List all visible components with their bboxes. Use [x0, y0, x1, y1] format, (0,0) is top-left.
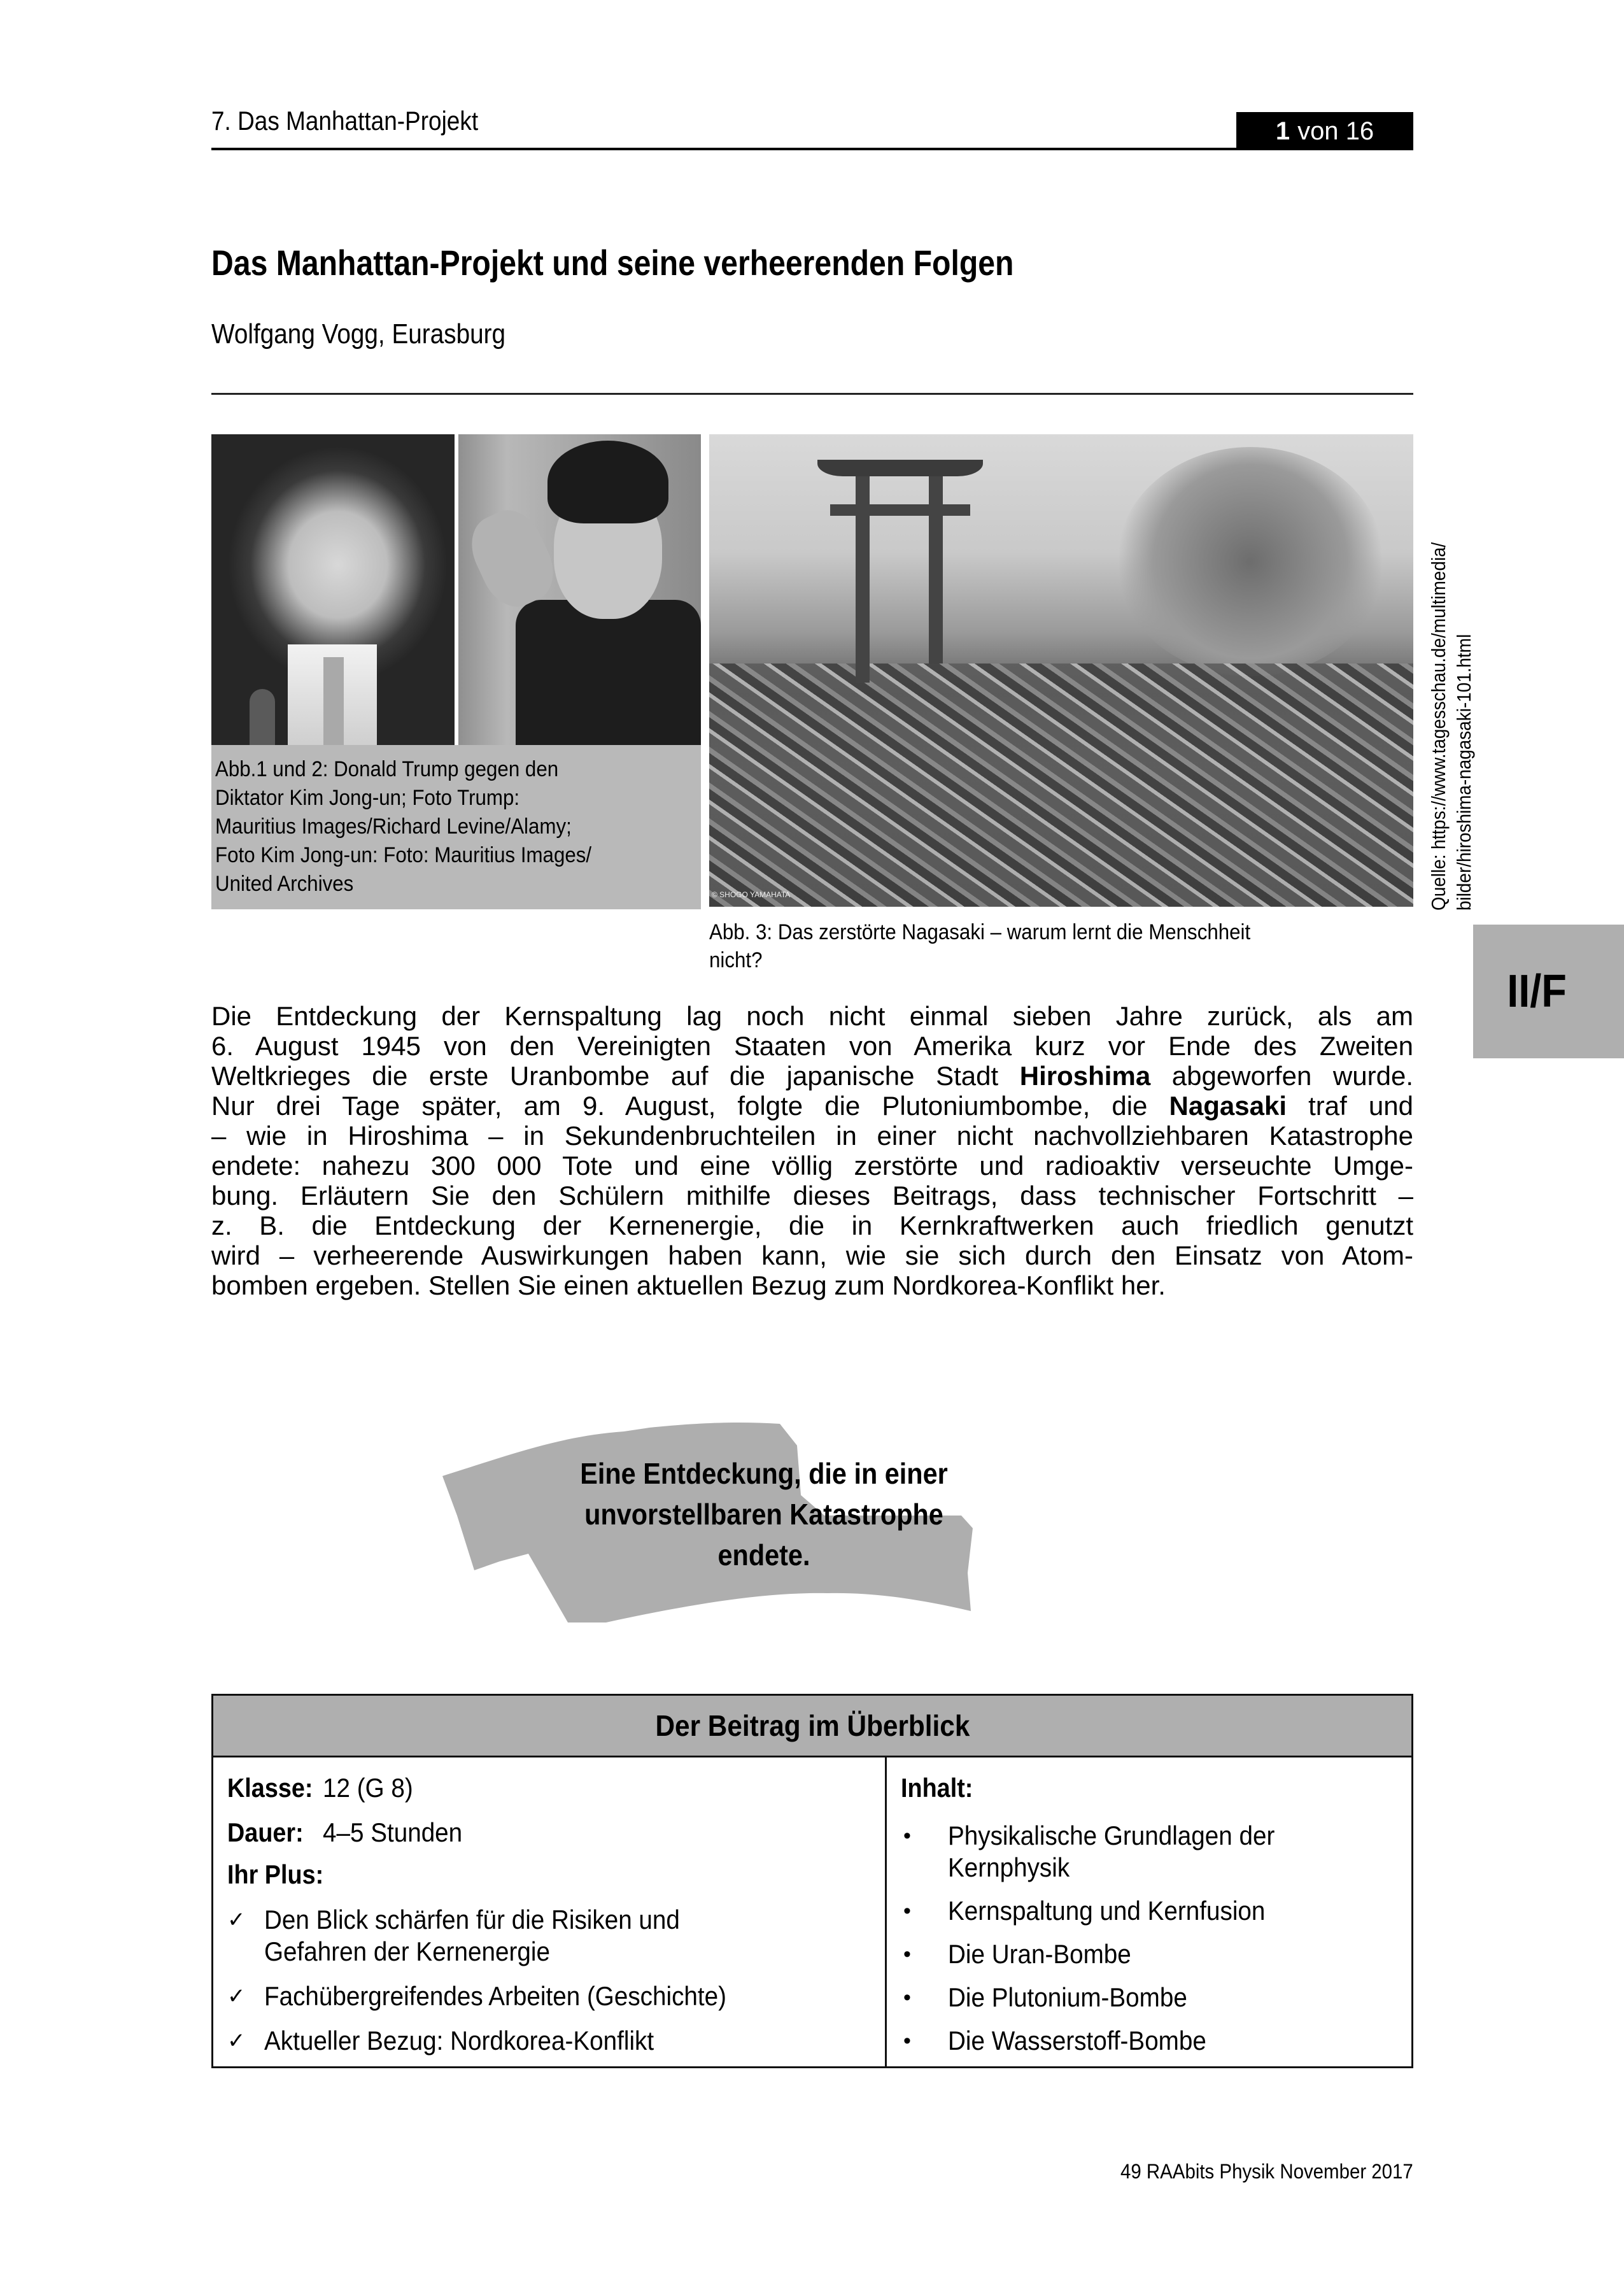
plus-item: [227, 1980, 885, 2012]
page-title: Das Manhattan-Projekt und seine verheerenden Folgen: [211, 243, 1014, 283]
paragraph-line: [211, 1121, 1413, 1151]
photo-credit: © SHOGO YAMAHATA: [712, 890, 791, 899]
caption-line: United Archives: [215, 872, 354, 896]
plus-item: [227, 1904, 885, 1968]
dauer-value: 4–5 Stunden: [323, 1817, 463, 1847]
section-tab: [1473, 925, 1624, 1058]
figure-1-2-caption: [211, 745, 701, 909]
text-segment: wird – verheerende Auswirkungen haben kann, wie sie sich durch den Einsatz von Atom-: [211, 1240, 1413, 1270]
caption-line: nicht?: [709, 948, 763, 972]
bullet-icon: •: [903, 1899, 911, 1923]
plus-item-line: Den Blick schärfen für die Risiken und: [264, 1905, 680, 1935]
section-tab-label: II/F: [1506, 966, 1567, 1017]
inhalt-item: [901, 1820, 1411, 1884]
photo-detail-tie: [323, 657, 344, 745]
inhalt-title: Inhalt:: [901, 1773, 973, 1803]
paragraph-line: [211, 1151, 1413, 1181]
page-separator: von: [1297, 117, 1339, 145]
text-segment: 6. August 1945 von den Vereinigten Staaten von Amerika kurz vor Ende des Zweiten: [211, 1031, 1413, 1061]
page-total: 16: [1345, 117, 1374, 145]
photo-nagasaki: [709, 434, 1413, 907]
dauer-label: Dauer:: [227, 1817, 304, 1847]
plus-item-line: Gefahren der Kernenergie: [264, 1936, 550, 1966]
photo-kim: [458, 434, 701, 745]
inhalt-item-line: Die Wasserstoff-Bombe: [948, 2026, 1206, 2055]
text-segment: z. B. die Entdeckung der Kernenergie, die in Kernkraftwerken auch friedlich genutzt: [211, 1210, 1413, 1240]
inhalt-list: [901, 1820, 1411, 2057]
bullet-icon: •: [903, 1942, 911, 1966]
figure-3-caption: [709, 918, 1397, 974]
header-rule: [211, 148, 1413, 150]
plus-item-text: [264, 2025, 688, 2057]
inhalt-item-text: [948, 1895, 1293, 1927]
overview-body: [213, 1757, 1411, 2068]
overview-title: Der Beitrag im Überblick: [655, 1709, 970, 1742]
torii-gate-post: [929, 472, 943, 664]
image-source-note: [1426, 501, 1477, 911]
emphasized-term: Nagasaki: [1169, 1091, 1287, 1121]
photo-detail-suit: [516, 600, 701, 745]
plus-list: [227, 1904, 885, 2057]
inhalt-item-line: Kernspaltung und Kernfusion: [948, 1896, 1266, 1926]
banner-line: unvorstellbaren Katastrophe: [584, 1498, 943, 1531]
emphasized-term: Hiroshima: [1019, 1061, 1151, 1091]
photo-detail-debris: [709, 664, 1413, 907]
overview-box: [211, 1694, 1413, 2068]
page-current: 1: [1275, 117, 1290, 145]
title-rule: [211, 393, 1413, 395]
photo-trump: [211, 434, 455, 745]
inhalt-item: [901, 1938, 1411, 1970]
inhalt-item-text: [948, 1820, 1303, 1884]
inhalt-item: [901, 1982, 1411, 2013]
text-segment: bomben ergeben. Stellen Sie einen aktuellen Bezug zum Nordkorea-Konflikt her.: [211, 1270, 1166, 1300]
caption-line: Foto Kim Jong-un: Foto: Mauritius Images/: [215, 843, 592, 867]
torii-gate-top: [817, 460, 983, 476]
photo-detail-saluting-hand: [460, 501, 564, 616]
caption-line: Abb.1 und 2: Donald Trump gegen den: [215, 757, 559, 781]
author-line: Wolfgang Vogg, Eurasburg: [211, 318, 506, 350]
inhalt-item-text: [948, 1938, 1147, 1970]
klasse-value: 12 (G 8): [323, 1773, 413, 1803]
bullet-icon: •: [903, 2029, 911, 2053]
paragraph-line: [211, 1091, 1413, 1121]
inhalt-item-line: Physikalische Grundlagen der: [948, 1821, 1275, 1850]
photo-detail-hair: [547, 441, 668, 523]
text-segment: endete: nahezu 300 000 Tote und eine völlig zerstörte und radioaktiv verseuchte Umge-: [211, 1151, 1413, 1181]
source-line: bilder/hiroshima-nagasaki-101.html: [1453, 634, 1475, 911]
text-segment: Nur drei Tage später, am 9. August, folgte die Plutoniumbombe, die: [211, 1091, 1169, 1121]
caption-line: Abb. 3: Das zerstörte Nagasaki – warum lernt die Menschheit: [709, 920, 1251, 944]
text-segment: Weltkrieges die erste Uranbombe auf die japanische Stadt: [211, 1061, 1020, 1091]
torii-gate-crossbar: [830, 504, 970, 516]
inhalt-item-line: Kernphysik: [948, 1852, 1070, 1882]
inhalt-item: [901, 1895, 1411, 1927]
inhalt-item-text: [948, 1982, 1208, 2013]
checkmark-icon: ✓: [227, 1984, 246, 2008]
text-segment: abgeworfen wurde.: [1150, 1061, 1413, 1091]
banner-line: endete.: [717, 1538, 810, 1572]
plus-item-line: Aktueller Bezug: Nordkorea-Konflikt: [264, 2026, 654, 2055]
dauer-row: [227, 1817, 885, 1862]
plus-item-line: Fachübergreifendes Arbeiten (Geschichte): [264, 1981, 726, 2011]
paragraph-line: [211, 1240, 1413, 1270]
text-segment: traf und: [1287, 1091, 1413, 1121]
running-header-chapter: 7. Das Manhattan-Projekt: [211, 106, 479, 136]
overview-right-column: [887, 1757, 1411, 2068]
klasse-label: Klasse:: [227, 1773, 313, 1803]
bullet-icon: •: [903, 1824, 911, 1848]
inhalt-item-line: Die Plutonium-Bombe: [948, 1982, 1187, 2012]
overview-left-column: [213, 1757, 887, 2068]
inhalt-item: [901, 2025, 1411, 2057]
plus-item: [227, 2025, 885, 2057]
footer-publication: [1063, 2160, 1413, 2183]
text-segment: – wie in Hiroshima – in Sekundenbruchteilen in einer nicht nachvollziehbaren Katastrophe: [211, 1121, 1413, 1151]
photo-detail-microphone: [250, 689, 275, 745]
plus-item-text: [264, 1980, 766, 2012]
paragraph-line: [211, 1210, 1413, 1240]
plus-title: Ihr Plus:: [227, 1859, 324, 1889]
banner-text: [535, 1453, 993, 1575]
source-line: Quelle: https://www.tagesschau.de/multimedia/: [1427, 542, 1450, 911]
caption-line: Mauritius Images/Richard Levine/Alamy;: [215, 814, 572, 839]
photo-detail-smoke: [1117, 447, 1384, 676]
paragraph-line: [211, 1061, 1413, 1091]
klasse-row: [227, 1773, 885, 1817]
banner-line: Eine Entdeckung, die in einer: [580, 1457, 948, 1490]
inhalt-item-text: [948, 2025, 1229, 2057]
quote-banner: [433, 1420, 1213, 1630]
footer-text: 49 RAAbits Physik November 2017: [1120, 2160, 1413, 2183]
text-segment: Die Entdeckung der Kernspaltung lag noch nicht einmal sieben Jahre zurück, als am: [211, 1001, 1413, 1031]
overview-header: [213, 1696, 1411, 1757]
text-segment: bung. Erläutern Sie den Schülern mithilfe dieses Beitrags, dass technischer Fortschritt –: [211, 1181, 1413, 1210]
checkmark-icon: ✓: [227, 1908, 246, 1932]
intro-paragraph: [211, 1001, 1413, 1300]
paragraph-line: [211, 1001, 1413, 1031]
plus-item-text: [264, 1904, 716, 1968]
checkmark-icon: ✓: [227, 2029, 246, 2053]
paragraph-line: [211, 1031, 1413, 1061]
caption-line: Diktator Kim Jong-un; Foto Trump:: [215, 786, 520, 810]
bullet-icon: •: [903, 1985, 911, 2010]
paragraph-line: [211, 1181, 1413, 1210]
paragraph-line: [211, 1270, 1413, 1300]
page-indicator: [1236, 112, 1413, 150]
inhalt-item-line: Die Uran-Bombe: [948, 1939, 1131, 1969]
